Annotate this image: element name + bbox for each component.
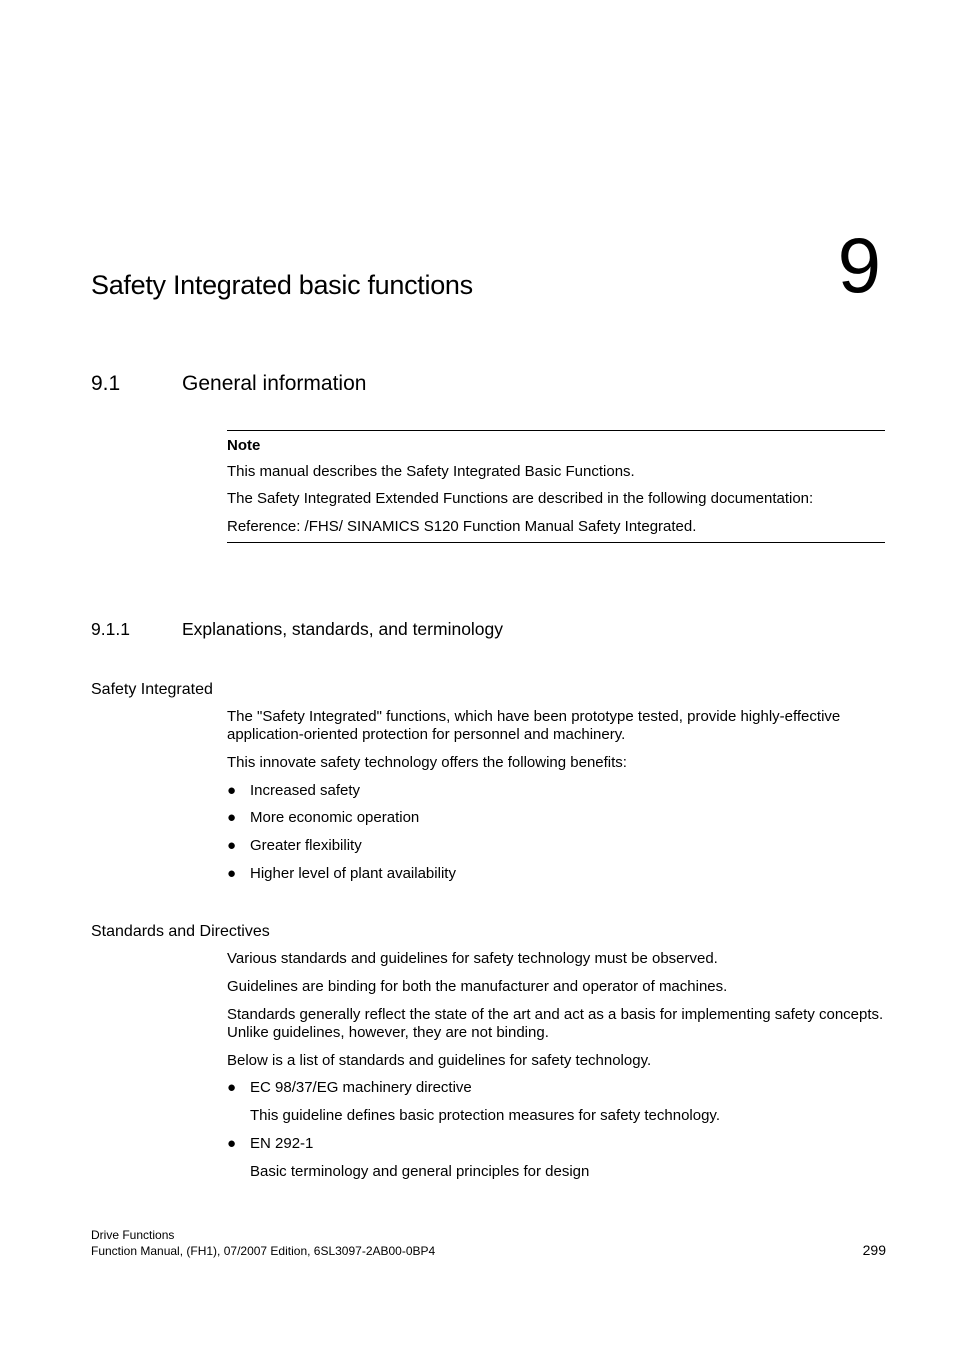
list-item-description: This guideline defines basic protection measures for safety technology. (250, 1107, 720, 1124)
list-item-description: Basic terminology and general principles for design (250, 1163, 590, 1180)
list-item-label: EC 98/37/EG machinery directive (250, 1079, 472, 1096)
list-item (227, 1079, 472, 1096)
list-item (227, 837, 362, 854)
list-item-label: Greater flexibility (250, 837, 362, 854)
subsection-title: Explanations, standards, and terminology (182, 619, 504, 639)
page-number: 299 (862, 1242, 886, 1258)
note-box (227, 430, 885, 543)
list-item-label: Higher level of plant availability (250, 865, 456, 882)
paragraph: Below is a list of standards and guidelines for safety technology. (227, 1052, 652, 1069)
note-line: This manual describes the Safety Integrated Basic Functions. (227, 463, 635, 480)
list-item (227, 809, 419, 826)
paragraph: The "Safety Integrated" functions, which have been prototype tested, provide highly-effective application-oriented protection for personnel and machinery. (227, 708, 841, 743)
bullet-icon: ● (227, 782, 237, 799)
footer-line: Function Manual, (FH1), 07/2007 Edition, 6SL3097-2AB00-0BP4 (91, 1244, 436, 1258)
list-item (227, 782, 360, 799)
section-title: General information (182, 372, 367, 395)
note-line: The Safety Integrated Extended Functions are described in the following documentation: (227, 490, 814, 507)
list-item (227, 1135, 313, 1152)
standards-heading: Standards and Directives (91, 923, 270, 940)
note-label: Note (227, 437, 261, 454)
list-item-label: More economic operation (250, 809, 420, 826)
bullet-icon: ● (227, 865, 237, 882)
list-item-label: Increased safety (250, 782, 361, 799)
footer (91, 1227, 435, 1259)
paragraph: Standards generally reflect the state of the art and act as a basis for implementing safety concepts. Unlike guidelines, however, they are not binding. (227, 1006, 884, 1041)
section-number: 9.1 (91, 372, 121, 395)
bullet-icon: ● (227, 1135, 237, 1152)
paragraph: Guidelines are binding for both the manufacturer and operator of machines. (227, 978, 728, 995)
bullet-icon: ● (227, 837, 237, 854)
safety-integrated-heading: Safety Integrated (91, 681, 213, 698)
chapter-title: Safety Integrated basic functions (91, 270, 473, 300)
paragraph: Various standards and guidelines for safety technology must be observed. (227, 950, 718, 967)
chapter-number: 9 (837, 221, 881, 309)
subsection-number: 9.1.1 (91, 619, 130, 639)
paragraph: This innovate safety technology offers the following benefits: (227, 754, 627, 771)
bullet-icon: ● (227, 809, 237, 826)
list-item-label: EN 292-1 (250, 1135, 314, 1152)
bullet-icon: ● (227, 1079, 237, 1096)
footer-line: Drive Functions (91, 1228, 175, 1242)
note-line: Reference: /FHS/ SINAMICS S120 Function Manual Safety Integrated. (227, 518, 697, 535)
list-item (227, 865, 456, 882)
